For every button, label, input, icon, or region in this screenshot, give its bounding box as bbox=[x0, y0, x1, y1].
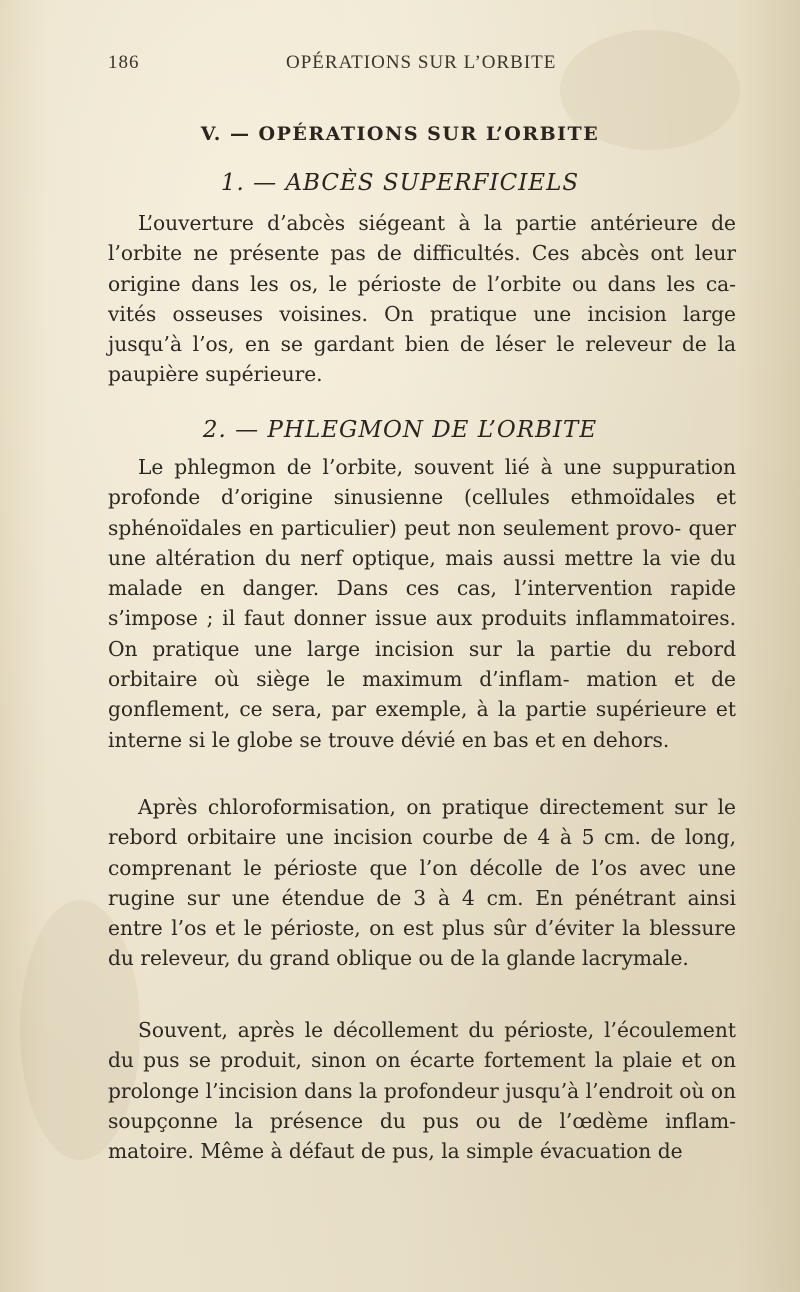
page-number: 186 bbox=[108, 52, 140, 73]
chapter-title: V. — OPÉRATIONS SUR L’ORBITE bbox=[200, 123, 600, 145]
paragraph: Le phlegmon de l’orbite, souvent lié à une suppuration profonde d’origine sinusienne (cellules ethmoïdales et sphénoïdales en particulier) peut non seulement provo- quer une altération du nerf optique, mais aussi mettre la vie du malade en danger. Dans ces cas, l’intervention rapide s’impose ; il faut donner issue aux produits inflammatoires. On pratique une large incision sur la partie du rebord orbitaire où siège le maximum d’inflam- mation et de gonflement, ce sera, par exemple, à la partie supérieure et interne si le globe se trouve dévié en bas et en dehors. bbox=[108, 455, 736, 752]
running-head bbox=[108, 52, 738, 82]
paragraph: Après chloroformisation, on pratique directement sur le rebord orbitaire une incision courbe de 4 à 5 cm. de long, comprenant le périoste que l’on décolle de l’os avec une rugine sur une étendue de 3 à 4 cm. En pénétrant ainsi entre l’os et le périoste, on est plus sûr d’éviter la blessure du releveur, du grand oblique ou de la glande lacrymale. bbox=[108, 795, 736, 971]
running-title: OPÉRATIONS SUR L’ORBITE bbox=[286, 52, 557, 73]
section-title-abces: 1. — ABCÈS SUPERFICIELS bbox=[220, 170, 580, 196]
section-title-phlegmon: 2. — PHLEGMON DE L’ORBITE bbox=[202, 417, 598, 443]
paragraph: L’ouverture d’abcès siégeant à la partie antérieure de l’orbite ne présente pas de difficultés. Ces abcès ont leur origine dans les os, le périoste de l’orbite ou dans les ca- vités osseuses voisines. On pratique une incision large jusqu’à l’os, en se gardant bien de léser le releveur de la paupière supérieure. bbox=[108, 211, 736, 387]
paragraph: Souvent, après le décollement du périoste, l’écoulement du pus se produit, sinon on écarte fortement la plaie et on prolonge l’incision dans la profondeur jusqu’à l’endroit où on soupçonne la présence du pus ou de l’œdème inflam- matoire. Même à défaut de pus, la simple évacuation de bbox=[108, 1018, 736, 1164]
